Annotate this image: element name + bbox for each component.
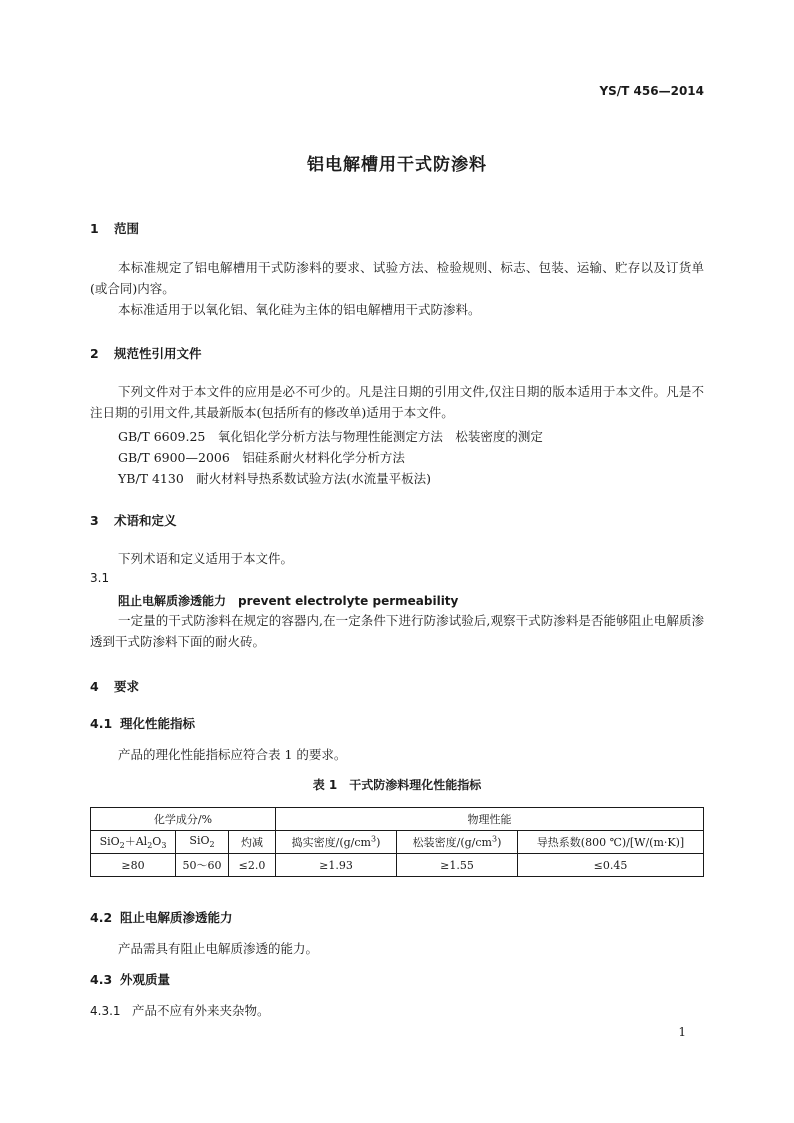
- table-row: [91, 854, 704, 877]
- column-header-sio2-al2o3: $SiO_2+Al_2O_3$: [91, 831, 176, 854]
- group-header-physical: 物理性能: [276, 808, 704, 831]
- section-number: 3: [90, 513, 99, 528]
- section-number: 2: [90, 346, 99, 361]
- table-header-row: [91, 831, 704, 854]
- column-header-bulk-density: 松装密度$/(g/cm^3)$: [397, 831, 518, 854]
- reference-name: 氧化铝化学分析方法与物理性能测定方法 松装密度的测定: [217, 429, 543, 444]
- section-number: 4: [90, 679, 99, 694]
- paragraph: 产品需具有阻止电解质渗透的能力。: [118, 941, 319, 956]
- reference-code: GB/T 6900—2006: [118, 450, 230, 465]
- clause-number: 4.3.1: [90, 1004, 121, 1018]
- section-2-body: [90, 381, 704, 423]
- table-cell: ≥80: [91, 854, 176, 877]
- section-title: 要求: [114, 679, 140, 694]
- section-title: 术语和定义: [114, 513, 177, 528]
- term-entry: [118, 592, 458, 609]
- reference-code: GB/T 6609.25: [118, 429, 206, 444]
- subsection-title: 理化性能指标: [120, 716, 196, 731]
- section-2-heading: [90, 344, 202, 362]
- paragraph: 本标准适用于以氧化铝、氧化硅为主体的铝电解槽用干式防渗料。: [118, 302, 481, 317]
- standard-code: YS/T 456—2014: [599, 84, 704, 98]
- subsection-4-3-heading: [90, 970, 170, 988]
- subsection-title: 外观质量: [120, 972, 171, 987]
- table-cell: 50～60: [176, 854, 229, 877]
- section-title: 规范性引用文件: [114, 346, 202, 361]
- table-cell: ≤0.45: [518, 854, 704, 877]
- table-cell: ≥1.55: [397, 854, 518, 877]
- paragraph: 下列术语和定义适用于本文件。: [118, 551, 294, 566]
- table-caption: 表 1 干式防渗料理化性能指标: [312, 778, 482, 792]
- term-number: 3.1: [90, 571, 110, 585]
- table-cell: ≥1.93: [276, 854, 397, 877]
- subsection-4-2-heading: [90, 908, 233, 926]
- reference-name: 铝硅系耐火材料化学分析方法: [242, 450, 405, 465]
- reference-item: [118, 427, 543, 445]
- page-number: 1: [678, 1025, 686, 1039]
- subsection-number: 4.3: [90, 972, 113, 987]
- reference-name: 耐火材料导热系数试验方法(水流量平板法): [196, 471, 432, 486]
- subsection-title: 阻止电解质渗透能力: [120, 910, 233, 925]
- reference-item: [118, 469, 431, 487]
- term-chinese: 阻止电解质渗透能力: [118, 594, 227, 608]
- subsection-number: 4.1: [90, 716, 113, 731]
- clause-text: 产品不应有外来夹杂物。: [132, 1003, 270, 1018]
- table-cell: ≤2.0: [229, 854, 276, 877]
- section-number: 1: [90, 221, 99, 236]
- term-english: prevent electrolyte permeability: [238, 594, 459, 608]
- section-1-heading: [90, 219, 139, 237]
- group-header-chemical: 化学成分/%: [91, 808, 276, 831]
- term-definition: 一定量的干式防渗料在规定的容器内,在一定条件下进行防渗试验后,观察干式防渗料是否能够阻止电解质渗透到干式防渗料下面的耐火砖。: [90, 613, 704, 649]
- column-header-tamped-density: 捣实密度$/(g/cm^3)$: [276, 831, 397, 854]
- subsection-number: 4.2: [90, 910, 113, 925]
- properties-table: [90, 807, 704, 877]
- reference-code: YB/T 4130: [118, 471, 184, 486]
- paragraph: 本标准规定了铝电解槽用干式防渗料的要求、试验方法、检验规则、标志、包装、运输、贮存以及订货单(或合同)内容。: [90, 260, 704, 296]
- paragraph: 下列文件对于本文件的应用是必不可少的。凡是注日期的引用文件,仅注日期的版本适用于本文件。凡是不注日期的引用文件,其最新版本(包括所有的修改单)适用于本文件。: [90, 384, 704, 420]
- column-header-loss-on-ignition: 灼减: [229, 831, 276, 854]
- section-title: 范围: [114, 221, 140, 236]
- clause-4-3-1: [90, 1001, 270, 1019]
- document-title: 铝电解槽用干式防渗料: [307, 155, 487, 175]
- table-header-row: [91, 808, 704, 831]
- paragraph: 产品的理化性能指标应符合表 1 的要求。: [118, 747, 347, 762]
- section-4-heading: [90, 677, 139, 695]
- term-definition-block: [90, 610, 704, 652]
- reference-item: [118, 448, 405, 466]
- column-header-thermal-conductivity: 导热系数(800 ℃)/[W/(m·K)]: [518, 831, 704, 854]
- column-header-sio2: SiO$_2$: [176, 831, 229, 854]
- section-1-body: [90, 257, 704, 320]
- section-3-heading: [90, 511, 177, 529]
- subsection-4-1-heading: [90, 714, 195, 732]
